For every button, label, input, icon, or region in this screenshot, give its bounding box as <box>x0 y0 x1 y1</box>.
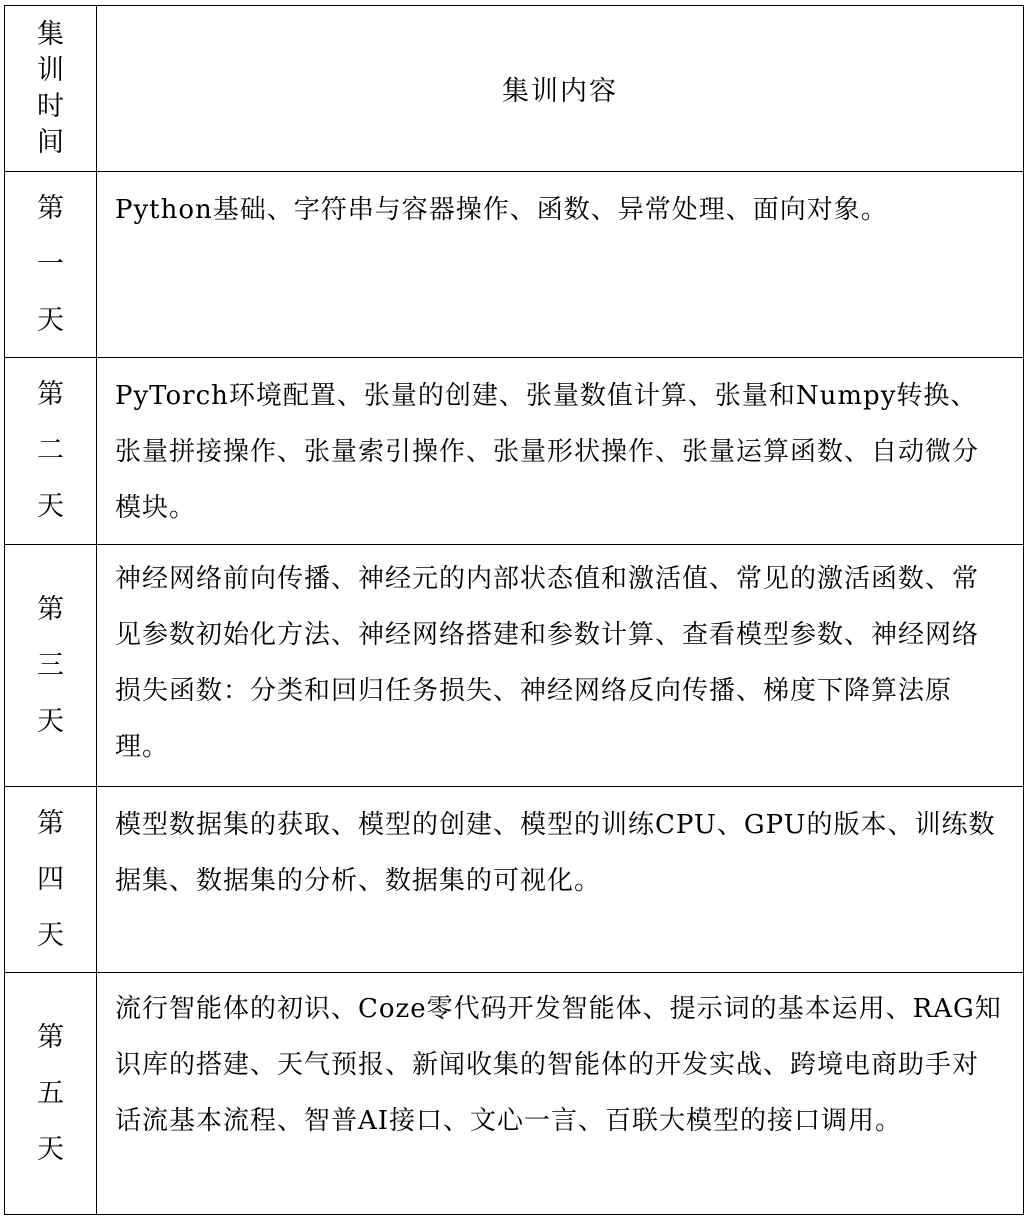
day-content: 流行智能体的初识、Coze零代码开发智能体、提示词的基本运用、RAG知识库的搭建、天气预报、新闻收集的智能体的开发实战、跨境电商助手对话流基本流程、智普AI接口、文心一言、百联大模型的接口调用。 <box>115 994 1002 1136</box>
day-content-cell <box>97 172 1024 358</box>
day-content: 模型数据集的获取、模型的创建、模型的训练CPU、GPU的版本、训练数据集、数据集的分析、数据集的可视化。 <box>115 810 996 896</box>
day-content: Python基础、字符串与容器操作、函数、异常处理、面向对象。 <box>115 195 888 225</box>
table-header-row <box>5 6 1024 172</box>
day-content-cell <box>97 545 1024 787</box>
header-content-label: 集训内容 <box>502 76 618 107</box>
day-label-cell <box>5 358 97 545</box>
day-content: PyTorch环境配置、张量的创建、张量数值计算、张量和Numpy转换、张量拼接操作、张量索引操作、张量形状操作、张量运算函数、自动微分模块。 <box>115 381 980 523</box>
day-label: 第 四 天 <box>37 807 64 951</box>
day-label-cell <box>5 787 97 973</box>
day-content-cell <box>97 973 1024 1215</box>
day-label: 第 二 天 <box>37 379 64 522</box>
table-row <box>5 545 1024 787</box>
header-time-cell <box>5 6 97 172</box>
day-label: 第 一 天 <box>37 192 64 336</box>
day-label-cell <box>5 545 97 787</box>
table-row <box>5 172 1024 358</box>
day-content-cell <box>97 358 1024 545</box>
table-row <box>5 787 1024 973</box>
day-label: 第 五 天 <box>37 1021 64 1165</box>
day-label: 第 三 天 <box>37 593 64 737</box>
day-content: 神经网络前向传播、神经元的内部状态值和激活值、常见的激活函数、常见参数初始化方法、神经网络搭建和参数计算、查看模型参数、神经网络损失函数：分类和回归任务损失、神经网络反向传播、梯度下降算法原理。 <box>115 564 980 762</box>
header-time-label: 集 训 时 间 <box>37 18 64 158</box>
table-row <box>5 358 1024 545</box>
day-label-cell <box>5 172 97 358</box>
training-schedule-table <box>4 5 1024 1215</box>
day-content-cell <box>97 787 1024 973</box>
table-row <box>5 973 1024 1215</box>
day-label-cell <box>5 973 97 1215</box>
header-content-cell <box>97 6 1024 172</box>
